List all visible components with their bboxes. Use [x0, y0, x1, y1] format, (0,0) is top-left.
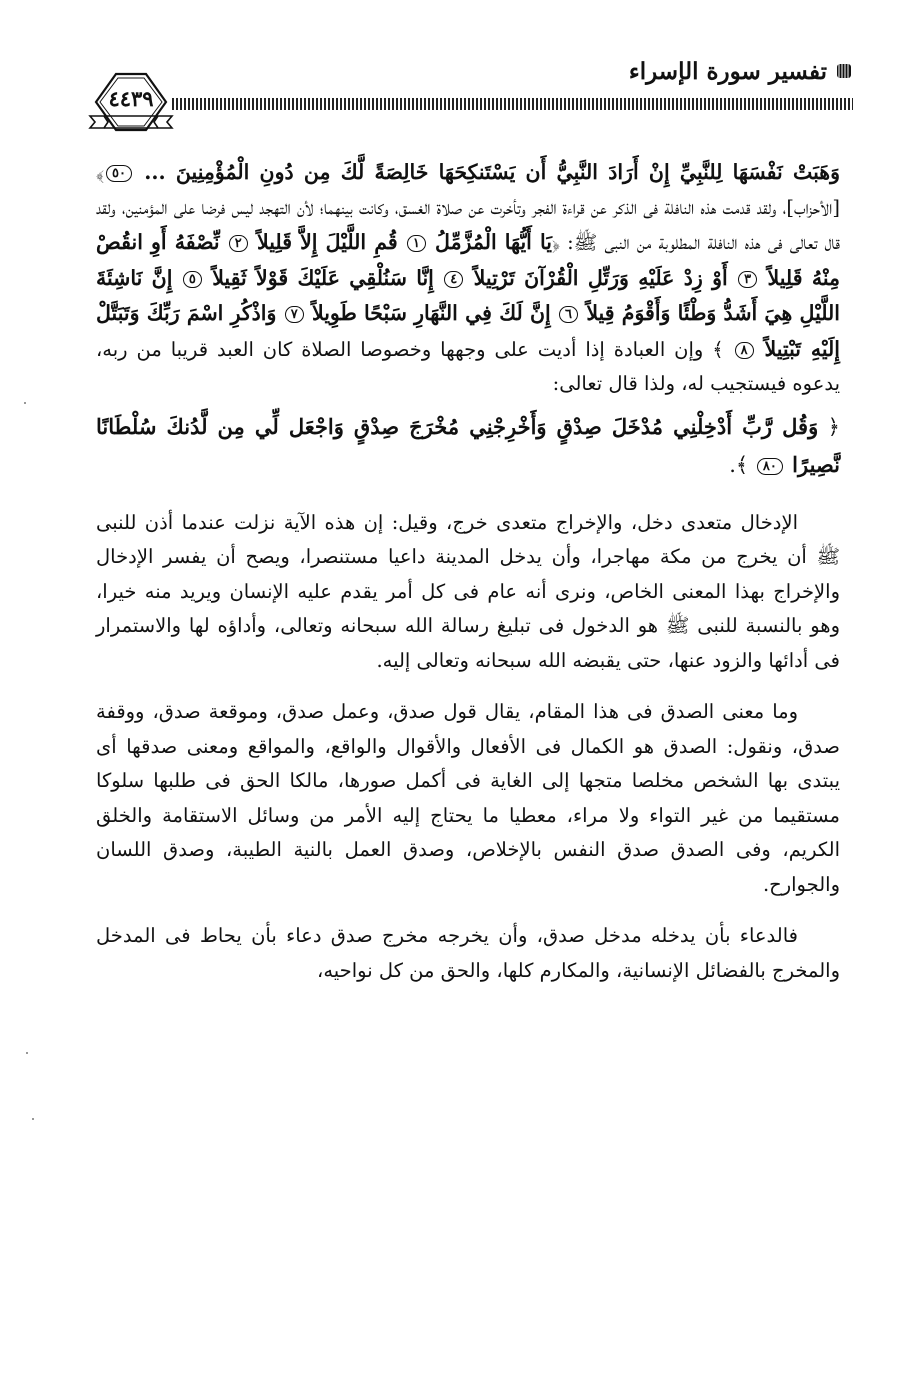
ornate-bracket-close: ﴾. — [729, 452, 755, 477]
ornate-bracket-open: ﴿ — [818, 414, 840, 439]
quran-verse: وَهَبَتْ نَفْسَهَا لِلنَّبِيِّ إِنْ أَرَادَ النَّبِيُّ أَن يَسْتَنكِحَهَا خَالِصَةً لَّكَ مِن دُونِ الْمُؤْمِنِينَ ... — [134, 160, 840, 184]
quran-verse: أَوْ زِدْ عَلَيْهِ وَرَتِّلِ الْقُرْآنَ تَرْتِيلاً — [473, 265, 728, 290]
ayah-number: ٣ — [738, 271, 757, 288]
ayah-number: ٨٠ — [757, 458, 783, 475]
running-title: تفسير سورة الإسراء — [628, 58, 827, 85]
ayah-number: ٤ — [444, 271, 463, 288]
body-text: ﴾ وإن العبادة إذا أديت على وجهها وخصوصا الصلاة كان العبد قريبا من ربه، يدعوه فيستجيب له، ولذا قال تعالى: — [96, 337, 840, 395]
ayah-number: ٥ — [183, 271, 202, 288]
ayah-number: ٨ — [735, 342, 754, 359]
quran-verse: قُمِ اللَّيْلَ إِلاَّ قَلِيلاً — [256, 230, 398, 254]
page-number: ٤٤٣٩ — [108, 86, 154, 111]
quran-verse: وَقُل رَّبِّ أَدْخِلْنِي مُدْخَلَ صِدْقٍ وَأَخْرِجْنِي مُخْرَجَ صِدْقٍ وَاجْعَل لِّي مِن لَّدُنكَ سُلْطَانًا نَّصِيرًا — [96, 413, 840, 477]
body-text: ﴾ [الأحزاب]، ولقد قدمت هذه النافلة فى الذكر عن قراءة الفجر وتأخرت عن صلاة الغسق، وكانت بينهما؛ لأن التهجد ليس فرضا على المؤمنين، ولقد قال تعالى فى هذه النافلة المطلوبة من النبى ﷺ: ﴿ — [96, 161, 841, 254]
scan-speck — [32, 1118, 34, 1120]
quran-verse: إِنَّ نَاشِئَةَ اللَّيْلِ هِيَ أَشَدُّ وَطْئًا وَأَقْوَمُ قِيلاً — [96, 265, 840, 325]
header-rule — [172, 98, 853, 110]
scan-speck — [24, 402, 26, 404]
quran-verse: إِنَّا سَنُلْقِي عَلَيْكَ قَوْلاً ثَقِيلاً — [212, 265, 434, 290]
page-body — [96, 155, 840, 1005]
quran-verse: وَاذْكُرِ اسْمَ رَبِّكَ وَتَبَتَّلْ إِلَيْهِ تَبْتِيلاً — [96, 301, 840, 361]
scan-speck — [26, 1052, 28, 1054]
paragraph-2: الإدخال متعدى دخل، والإخراج متعدى خرج، وقيل: إن هذه الآية نزلت عندما أذن للنبى ﷺ أن يخرج من مكة مهاجرا، وأن يدخل المدينة داعيا مستنصرا، ويصح أن يفسر الإدخال والإخراج بهذا المعنى الخاص، ونرى أنه عام فى كل أمر يقدم عليه الإنسان ويريد منه خيرا، وهو بالنسبة للنبى ﷺ هو الدخول فى تبليغ رسالة الله سبحانه وتعالى، وأداؤه لها والاستمرار فى أدائها والزود عنها، حتى يقبضه الله سبحانه وتعالى إليه. — [96, 510, 840, 672]
paragraph-1 — [96, 155, 840, 402]
verse-80-block — [96, 408, 840, 484]
quran-verse: نِّصْفَهُ أَوِ انقُصْ مِنْهُ قَلِيلاً — [96, 230, 840, 290]
ayah-number: ٢ — [229, 235, 248, 252]
ayah-number: ٥٠ — [106, 165, 132, 182]
ayah-number: ٦ — [559, 306, 578, 323]
ayah-number: ٧ — [285, 306, 304, 323]
quran-verse: إِنَّ لَكَ فِي النَّهَارِ سَبْحًا طَوِيلاً — [311, 301, 551, 325]
ayah-number: ١ — [407, 235, 426, 252]
paragraph-4: فالدعاء بأن يدخله مدخل صدق، وأن يخرجه مخرج صدق دعاء بأن يحاط فى المدخل والمخرج بالفضائل الإنسانية، والمكارم كلها، والحق من كل نواحيه، — [96, 924, 840, 982]
header-ornament-icon — [835, 62, 853, 80]
paragraph-3: وما معنى الصدق فى هذا المقام، يقال قول صدق، وعمل صدق، وموقعة صدق، ووقفة صدق، ونقول: الصدق هو الكمال فى الأفعال والأقوال والواقع، والمواقع ومعنى صدقها أى يبتدى بها الشخص مخلصا متجها إلى الغاية فى أكمل صورها، مالكا الحق فى طلبها سلوكا مستقيما من غير التواء ولا مراء، معطيا ما يحتاج إليه الأمر من وسائل الاستقامة والخلق الكريم، وفى الصدق صدق النفس بالإخلاص، وصدق العمل بالنية الطيبة، وصدق اللسان والجوارح. — [96, 700, 840, 896]
quran-verse: يَا أَيُّهَا الْمُزَّمِّلُ — [435, 230, 552, 254]
